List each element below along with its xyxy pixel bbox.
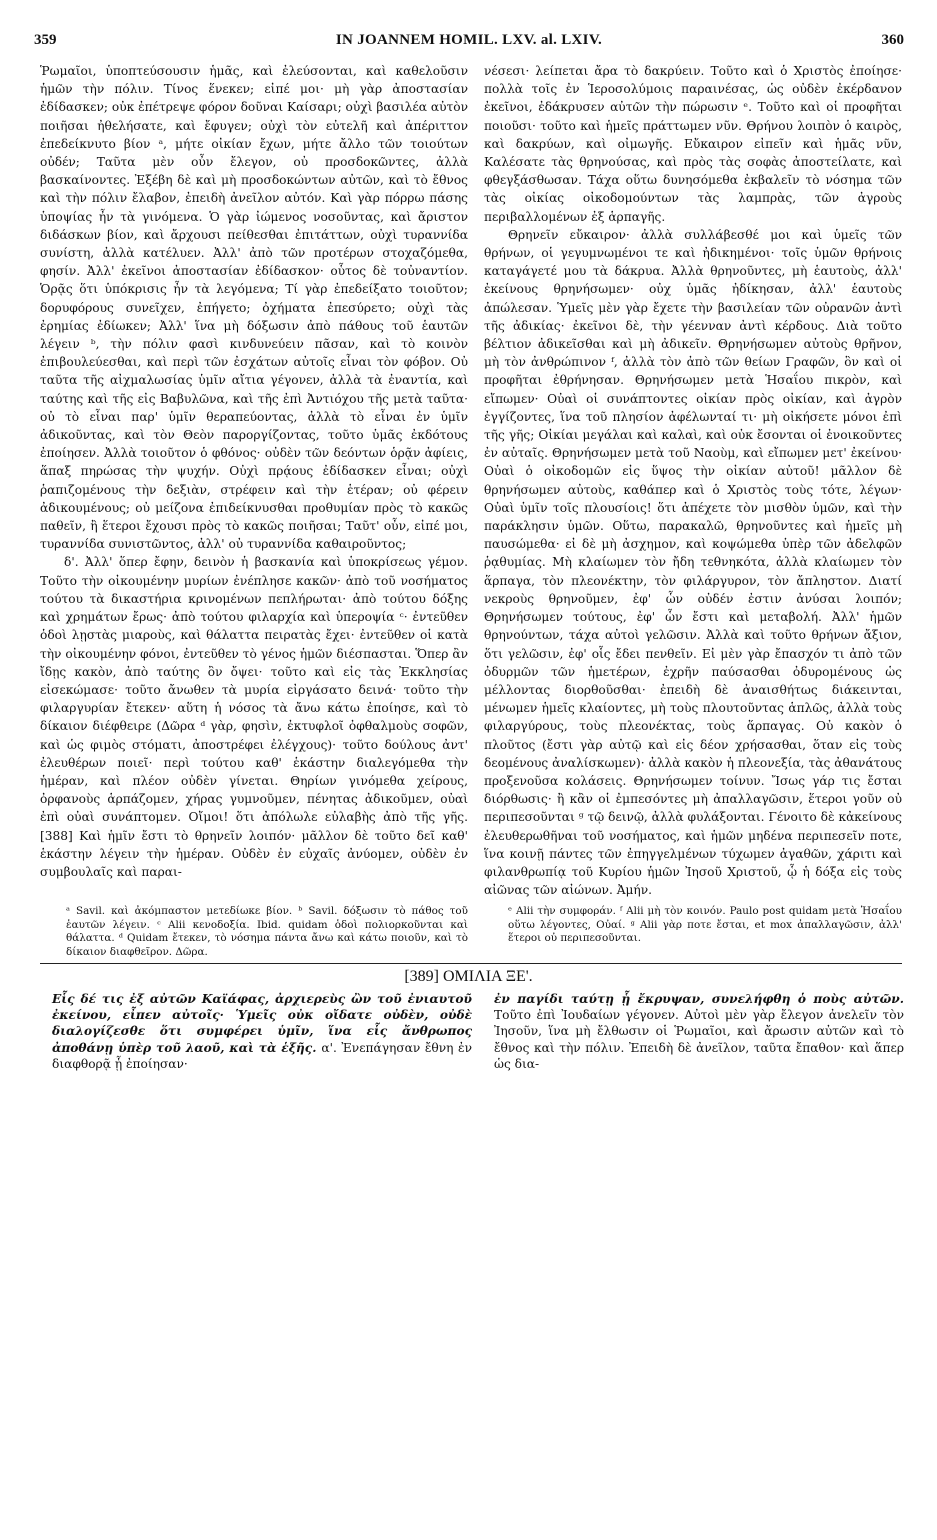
commentary-text: Τοῦτο ἐπὶ Ἰουδαίων γέγονεν. Αὐτοὶ μὲν γὰρ ἔλεγον ἀνελεῖν τὸν Ἰησοῦν, ἵνα μὴ ἔλθωσιν οἱ Ῥωμαῖοι, καὶ ἄρωσιν αὐτῶν καὶ τὸ ἔθνος καὶ τὴν πόλιν. Ἐπειδὴ δὲ ἀνεῖλον, ταῦτα ἔπαθον· καὶ ἅπερ ὡς δια- [494,1008,904,1071]
homily-title: [389] ΟΜΙΛΙΑ ΞΕ'. [404,968,533,985]
scripture-lemma-left [52,991,472,1072]
footnotes-right: ᵉ Alii τὴν συμφοράν. ᶠ Alii μὴ τὸν κοινόν. Paulo post quidam μετὰ Ἡσαΐου οὕτω λέγοντες, Οὐαί. ᵍ Alii γὰρ ποτε ἔσται, et mox ἀπαλλαγῶσιν, ἀλλ' ἕτεροι οὐ περιπεσοῦνται. [508,905,902,944]
page-number-left: 359 [34,32,57,48]
section-rule [40,963,902,964]
right-paragraph-1: νέσεσι· λείπεται ἄρα τὸ δακρύειν. Τοῦτο καὶ ὁ Χριστὸς ἐποίησε· πολλὰ τοῖς ἐν Ἱεροσολύμοις παραινέσας, ὡς οὐδὲν ἐκέρδανον ἐκεῖνοι, ἐδάκρυσεν αὐτῶν τὴν πώρωσιν ᵉ. Τοῦτο καὶ οἱ προφῆται ποιοῦσι· τοῦτο καὶ ἡμεῖς πράττωμεν νῦν. Θρήνου λοιπὸν ὁ καιρὸς, καὶ δακρύων, καὶ οἰμωγῆς. Εὔκαιρον εἰπεῖν καὶ ἡμᾶς νῦν, Καλέσατε τὰς θρηνούσας, καὶ πρὸς τὰς σοφὰς ἀποστείλατε, καὶ φθεγξάσθωσαν. Τάχα οὕτω δυνησόμεθα ἐκβαλεῖν τὸ νόσημα τῶν τὰς οἰκίας οἰκοδομούντων τὰς λαμπρὰς, τῶν ἀγροὺς περιβαλλομένων ἐξ ἁρπαγῆς. [484,64,902,224]
left-paragraph-1: Ῥωμαῖοι, ὑποπτεύσουσιν ἡμᾶς, καὶ ἐλεύσονται, καὶ καθελοῦσιν ἡμῶν τὴν πόλιν. Τίνος ἕνεκεν; εἰπέ μοι· μὴ γὰρ ἀποστασίαν ἐδίδασκεν; οὐκ ἐπέτρεψε φόρον δοῦναι Καίσαρι; οὐχὶ βασιλέα αὐτὸν ποιῆσαι ἠθελήσατε, καὶ ἔφυγεν; οὐχὶ τὸν εὐτελῆ καὶ ἀπέριττον ἐπεδείκνυτο βίον ᵃ, μήτε οἰκίαν ἔχων, μήτε ἄλλο τῶν τοιούτων οὐδέν; Ταῦτα μὲν οὖν ἔλεγον, οὐ προσδοκῶντες, ἀλλὰ βασκαίνοντες. Ἐξέβη δὲ καὶ μὴ προσδοκώντων αὐτῶν, καὶ τὸ ἔθνος καὶ τὴν πόλιν ἔλαβον, ἐπειδὴ ἀνεῖλον αὐτόν. Καὶ γὰρ πόρρω πάσης ὑποψίας ἦν τὰ γινόμενα. Ὁ γὰρ ἰώμενος νοσοῦντας, καὶ ἄριστον διδάσκων βίον, καὶ ἄρχουσι πείθεσθαι ἐπιτάττων, οὐχὶ τυραννίδα συνίστη, ἀλλὰ κατέλυεν. Ἀλλ' ἀπὸ τῶν προτέρων στοχαζόμεθα, φησίν. Ἀλλ' ἐκεῖνοι ἀποστασίαν ἐδίδασκον· οὗτος δὲ τοὐναντίον. Ὁρᾷς ὅτι ὑπόκρισις ἦν τὰ λεγόμενα; Τί γὰρ ἐπεδείξατο τοιοῦτον; δορυφόρους συνεῖχεν, ἐπήγετο; ὀχήματα ἐπεσύρετο; οὐχὶ τὰς ἐρημίας ἐδίωκεν; Ἀλλ' ἵνα μὴ δόξωσιν ἀπὸ πάθους τοῦ ἑαυτῶν λέγειν ᵇ, τὴν πόλιν φασὶ κινδυνεύειν πᾶσαν, καὶ τὸ κοινὸν ἐπιβουλεύεσθαι, καὶ περὶ τῶν ἐσχάτων αὐτοῖς εἶναι τὸν φόβον. Οὐ ταῦτα τῆς αἰχμαλωσίας ὑμῖν αἴτια γέγονεν, ἀλλὰ τὰ ἐναντία, καὶ ταύτης καὶ τῆς εἰς Βαβυλῶνα, καὶ τῆς ἐπὶ Ἀντιόχου τῆς μετὰ ταῦτα· οὐ τὸ εἶναι παρ' ὑμῖν θεραπεύοντας, ἀλλὰ τὸ εἶναι ἐν ὑμῖν ἀδικοῦντας, καὶ τὸν Θεὸν παροργίζοντας, τοῦτο ὑμᾶς ἐκδότους ἐποίησεν. Ἀλλὰ τοιοῦτον ὁ φθόνος· οὐδὲν τῶν δεόντων ὁρᾷν ἀφίεις, ἅπαξ πηρώσας τὴν ψυχήν. Οὐχὶ πρᾴους ἐδίδασκεν εἶναι; οὐχὶ ῥαπιζομένους τὴν δεξιὰν, στρέφειν καὶ τὴν ἑτέραν; οὐ φέρειν ἀδικουμένους; οὐ μείζονα ἐπιδείκνυσθαι προθυμίαν πρὸς τὸ κακῶς παθεῖν, ἢ ἕτεροι ἔχουσι πρὸς τὸ κακῶς ποιῆσαι; Ταῦτ' οὖν, εἰπέ μοι, τυραννίδα συνιστῶντος, ἀλλ' οὐ τυραννίδα καθαιροῦντος; [40,64,468,552]
page-number-right: 360 [881,32,904,48]
right-paragraph-2: Θρηνεῖν εὔκαιρον· ἀλλὰ συλλάβεσθέ μοι καὶ ὑμεῖς τῶν θρήνων, οἱ γεγυμνωμένοι τε καὶ ἠδικημένοι· τοῖς ὑμῶν θρήνοις καταγάγετέ μου τὰ δάκρυα. Ἀλλὰ θρηνοῦντες, μὴ ἑαυτοὺς, ἀλλ' ἐκείνους θρηνήσωμεν· οὐχ ὑμᾶς ἠδίκησαν, ἀλλ' ἑαυτοὺς ἀπώλεσαν. Ὑμεῖς μὲν γὰρ ἔχετε τὴν βασιλείαν τῶν οὐρανῶν ἀντὶ τῆς ἀδικίας· ἐκεῖνοι δὲ, τὴν γέενναν ἀντὶ κέρδους. Διὰ τοῦτο βέλτιον ἀδικεῖσθαι καὶ μὴ ἀδικεῖν. Θρηνήσωμεν αὐτοὺς θρῆνον, μὴ τὸν ἀνθρώπινον ᶠ, ἀλλὰ τὸν ἀπὸ τῶν θείων Γραφῶν, ὃν καὶ οἱ προφῆται ἐθρήνησαν. Θρηνήσωμεν μετὰ Ἡσαΐου πικρὸν, καὶ εἴπωμεν· Οὐαὶ οἱ συνάπτοντες οἰκίαν πρὸς οἰκίαν, καὶ ἀγρὸν ἐγγίζοντες, ἵνα τοῦ πλησίον ἀφέλωνταί τι· μὴ οἰκήσετε μόνοι ἐπὶ τῆς γῆς; Οἰκίαι μεγάλαι καὶ καλαὶ, καὶ οὐκ ἔσονται οἱ ἐνοικοῦντες ἐν αὐταῖς. Θρηνήσωμεν μετὰ τοῦ Ναοὺμ, καὶ εἴπωμεν μετ' ἐκείνου· Οὐαὶ ὁ οἰκοδομῶν εἰς ὕψος τὴν οἰκίαν αὐτοῦ! μᾶλλον δὲ θρηνήσωμεν αὐτοὺς, καθάπερ καὶ ὁ Χριστὸς τοὺς τότε, λέγων· Οὐαὶ ὑμῖν τοῖς πλουσίοις! ὅτι ἀπέχετε τὸν μισθὸν ὑμῶν, καὶ τὴν παράκλησιν ὑμῶν. Οὕτω, παρακαλῶ, θρηνοῦντες καὶ ἡμεῖς μὴ παυσώμεθα· εἰ δὲ μὴ ἀσχημον, καὶ κοψώμεθα ὑπὲρ τῶν ἀδελφῶν ῥᾳθυμίας. Μὴ κλαίωμεν τὸν ἤδη τεθνηκότα, ἀλλὰ κλαίωμεν τὸν ἅρπαγα, τὸν πλεονέκτην, τὸν φιλάργυρον, τὸν ἄπληστον. Διατί νεκροὺς θρηνοῦμεν, ἐφ' ὧν οὐδέν ἐστιν ἀνύσαι λοιπόν; Θρηνήσωμεν τούτους, ἐφ' ὧν ἔστι καὶ μεταβολή. Ἀλλ' ἡμῶν θρηνούντων, τάχα αὐτοὶ γελῶσιν. Ἀλλὰ καὶ τοῦτο θρήνων ἄξιον, ὅτι γελῶσιν, ἐφ' οἷς ἔδει πενθεῖν. Εἰ μὲν γὰρ ἔπασχόν τι ἀπὸ τῶν ὀδυρμῶν τῶν ἡμετέρων, ἐχρῆν παύσασθαι ὀδυρομένους ὡς μέλλοντας διορθοῦσθαι· ἐπειδὴ δὲ ἀναισθήτως διάκεινται, μένωμεν ἡμεῖς κλαίοντες, μὴ τοὺς πλουτοῦντας ἁπλῶς, ἀλλὰ τοὺς φιλαργύρους, τοὺς πλεονέκτας, τοὺς ἅρπαγας. Οὐ κακὸν ὁ πλοῦτος (ἔστι γὰρ αὐτῷ καὶ εἰς δέον χρήσασθαι, ὅταν εἰς τοὺς δεομένους ἀναλίσκωμεν)· ἀλλὰ κακὸν ἡ πλεονεξία, τὰς ἀθανάτους προξενοῦσα κολάσεις. Θρηνήσωμεν τοίνυν. Ἴσως γάρ τις ἔσται διόρθωσις· ἢ κἂν οἱ ἐμπεσόντες μὴ ἀπαλλαγῶσιν, ἕτεροι γοῦν οὐ περιπεσοῦνται ᵍ τῷ δεινῷ, ἀλλὰ φυλάξονται. Γένοιτο δὲ κἀκείνους ἐλευθερωθῆναι τοῦ νοσήματος, καὶ ἡμῶν μηδένα περιπεσεῖν ποτε, ἵνα κοινῇ πάντες τῶν ἐπηγγελμένων τύχωμεν ἀγαθῶν, χάριτι καὶ φιλανθρωπίᾳ τοῦ Κυρίου ἡμῶν Ἰησοῦ Χριστοῦ, ᾧ ἡ δόξα εἰς τοὺς αἰῶνας τῶν αἰώνων. Ἀμήν. [484,227,902,898]
lemma-text: Εἷς δέ τις ἐξ αὐτῶν Καϊάφας, ἀρχιερεὺς ὢν τοῦ ἐνιαυτοῦ ἐκείνου, εἶπεν αὐτοῖς· Ὑμεῖς οὐκ οἴδατε οὐδὲν, οὐδὲ διαλογίζεσθε ὅτι συμφέρει ὑμῖν, ἵνα εἷς ἄνθρωπος ἀποθάνῃ ὑπὲρ τοῦ λαοῦ, καὶ τὰ ἑξῆς. [52,992,472,1055]
right-column [484,62,902,899]
left-paragraph-2: δ'. Ἀλλ' ὅπερ ἔφην, δεινὸν ἡ βασκανία καὶ ὑποκρίσεως γέμον. Τοῦτο τὴν οἰκουμένην μυρίων ἐνέπλησε κακῶν· ἀπὸ τοῦ νοσήματος τούτου τὰ δικαστήρια κρινομένων πεπλήρωται· ἀπὸ τούτου δόξης καὶ χρημάτων ἔρως· ἀπὸ τούτου φιλαρχία καὶ ὑπεροψία ᶜ· ἐντεῦθεν ὁδοὶ λῃστὰς μιαροὺς, καὶ θάλαττα πειρατὰς ἔχει· ἐντεῦθεν οἱ κατὰ τὴν οἰκουμένην φόνοι, ἐντεῦθεν τὸ γένος ἡμῶν διέσπασται. Ὅπερ ἂν ἴδῃς κακὸν, ἀπὸ ταύτης ὂν ὄψει· τοῦτο καὶ εἰς τὰς Ἐκκλησίας εἰσεκώμασε· τοῦτο ἄνωθεν τὰ μυρία εἰργάσατο δεινά· τοῦτο τὴν φιλαργυρίαν ἔτεκεν· αὕτη ἡ νόσος τὰ ἄνω κάτω ἐποίησε, καὶ τὸ δίκαιον διέφθειρε (Δῶρα ᵈ γὰρ, φησὶν, ἐκτυφλοῖ ὀφθαλμοὺς σοφῶν, καὶ ὡς φιμὸς στόματι, ἀποστρέφει ἐλέγχους)· τοῦτο δούλους ἀντ' ἐλευθέρων ποιεῖ· περὶ τούτου καθ' ἑκάστην διαλεγόμεθα τὴν ἡμέραν, καὶ πλέον οὐδὲν γίνεται. Θηρίων γινόμεθα χείρους, ὀρφανοὺς ἁρπάζομεν, χήρας γυμνοῦμεν, πένητας ἀδικοῦμεν, οὐαὶ ἐπὶ οὐαὶ συνάπτομεν. Οἴμοι! ὅτι ἀπόλωλε εὐλαβὴς ἀπὸ τῆς γῆς. [388] Καὶ ἡμῖν ἔστι τὸ θρηνεῖν λοιπόν· μᾶλλον δὲ τοῦτο δεῖ καθ' ἑκάστην λέγειν τὴν ἡμέραν. Οὐδὲν ἐν εὐχαῖς ἀνύομεν, οὐδὲν ἐν συμβουλαῖς καὶ παραι- [40,555,468,879]
running-title: IN JOANNEM HOMIL. LXV. al. LXIV. [335,32,603,48]
psalm-quotation: ἐν παγίδι ταύτῃ ᾗ ἔκρυψαν, συνελήφθη ὁ ποὺς αὐτῶν. [494,992,904,1006]
lower-right-text [494,991,904,1072]
running-header [34,32,904,54]
section-start-text: α'. Ἐνεπάγησαν ἔθνη ἐν διαφθορᾷ ᾗ ἐποίησαν· [52,1040,472,1071]
left-column [40,62,468,881]
footnotes-left: ᵃ Savil. καὶ ἀκόμπαστον μετεδίωκε βίον. ᵇ Savil. δόξωσιν τὸ πάθος τοῦ ἑαυτῶν λέγειν. ᶜ Alii κενοδοξία. Ibid. quidam ὁδοὶ πολιορκοῦνται καὶ θάλαττα. ᵈ Quidam ἔτεκεν, τὸ νόσημα πάντα ἄνω καὶ κάτω ποιοῦν, καὶ τὸ δίκαιον διαφθεῖρον. Δῶρα. [66,905,468,958]
